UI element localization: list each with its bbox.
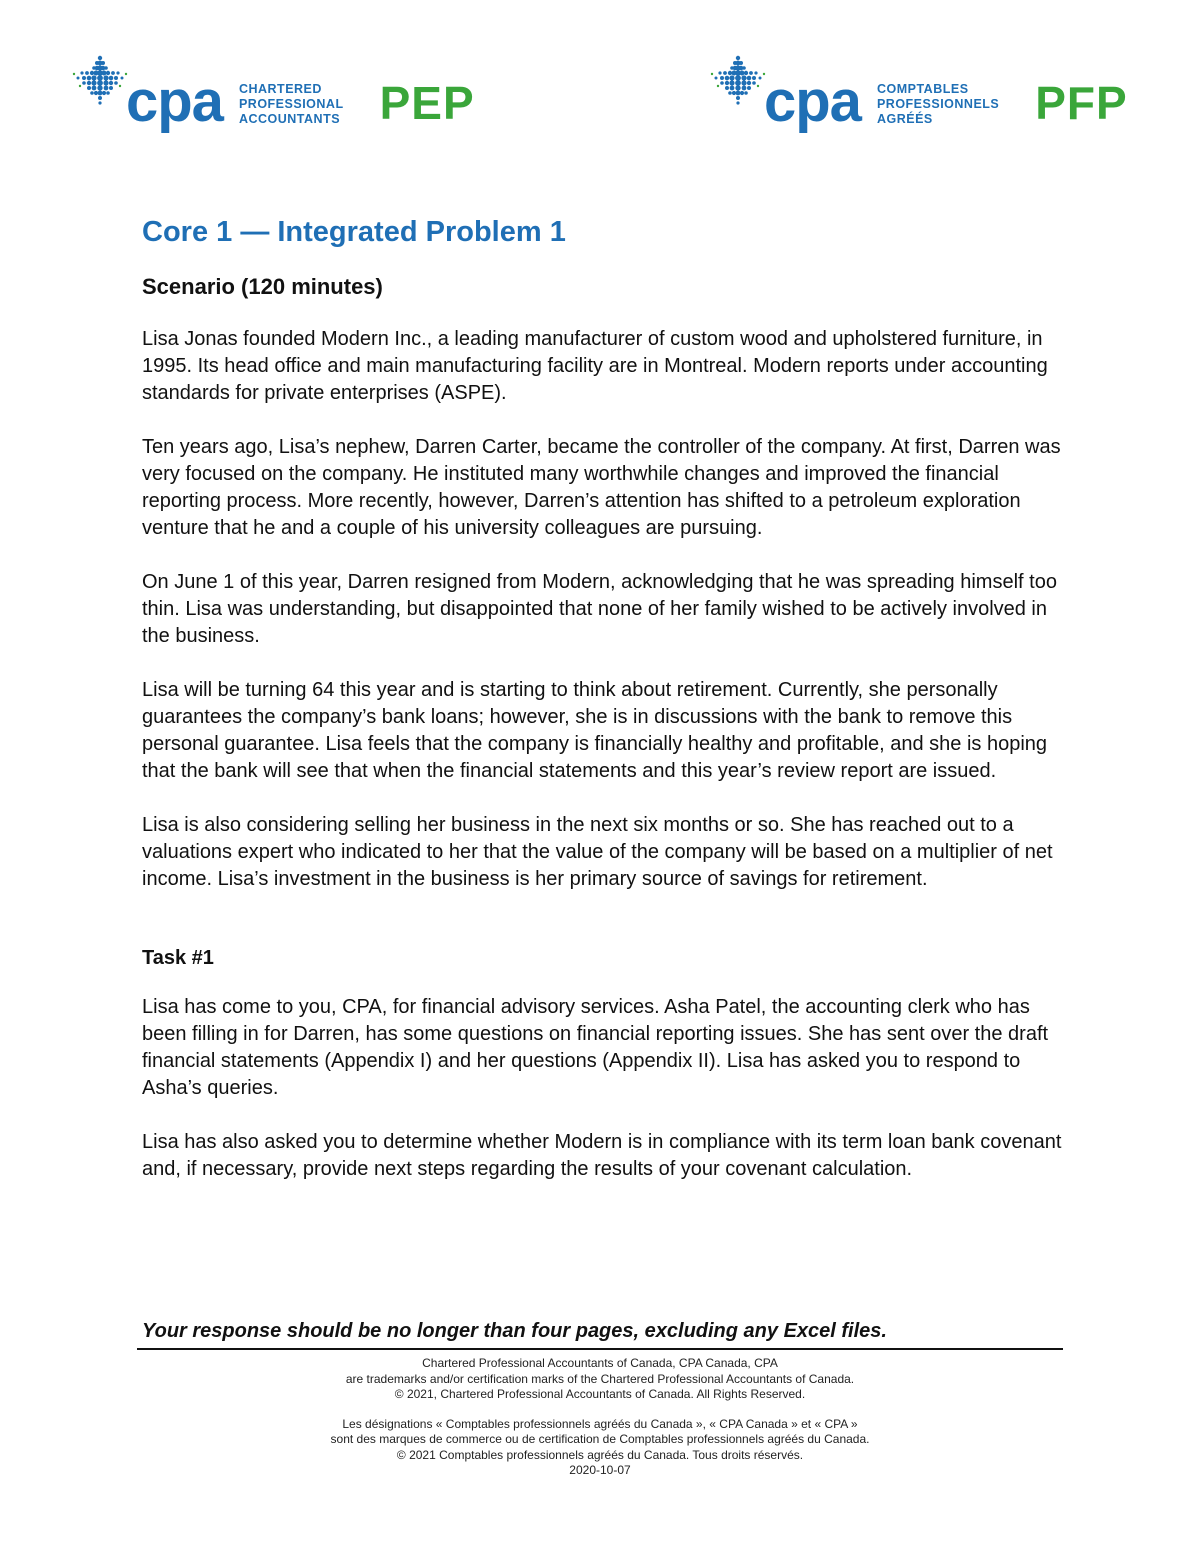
footer-line: Les désignations « Comptables professionnels agréés du Canada », « CPA Canada » et « CPA » <box>342 1416 858 1431</box>
cpa-wordmark: cpa <box>764 69 861 134</box>
paragraph: Lisa has also asked you to determine whether Modern is in compliance with its term loan bank covenant and, if necessary, provide next steps regarding the results of your covenant calculation. <box>142 1131 1062 1180</box>
footer-divider <box>137 1348 1063 1350</box>
footer-line: sont des marques de commerce ou de certification de Comptables professionnels agréés du Canada. <box>330 1432 870 1446</box>
page-title: Core 1 — Integrated Problem 1 <box>142 216 566 248</box>
paragraph: Lisa is also considering selling her business in the next six months or so. She has reached out to a valuations expert who indicated to her that the value of the company will be based on a multiplier of net income. Lisa’s investment in the business is her primary source of savings for retirement. <box>142 814 1053 890</box>
program-label: PFP <box>1035 77 1128 129</box>
paragraph: Lisa has come to you, CPA, for financial advisory services. Asha Patel, the accounting clerk who has been filling in for Darren, has some questions on financial reporting issues. She has sent over the draft financial statements (Appendix I) and her questions (Appendix II). Lisa has asked you to respond to Asha’s queries. <box>142 996 1049 1099</box>
maple-leaf-dots-icon <box>70 52 130 122</box>
scenario-heading: Scenario (120 minutes) <box>142 274 383 299</box>
footer-line: Chartered Professional Accountants of Canada, CPA Canada, CPA <box>422 1356 778 1370</box>
logo-subtitle: CHARTERED PROFESSIONAL ACCOUNTANTS <box>238 81 344 126</box>
paragraph: On June 1 of this year, Darren resigned from Modern, acknowledging that he was spreading himself too thin. Lisa was understanding, but disappointed that none of her family wished to be actively involved in the business. <box>142 571 1057 647</box>
paragraph: Ten years ago, Lisa’s nephew, Darren Carter, became the controller of the company. At first, Darren was very focused on the company. He instituted many worthwhile changes and improved the financial reporting process. More recently, however, Darren’s attention has shifted to a petroleum exploration venture that he and a couple of his university colleagues are pursuing. <box>142 436 1061 539</box>
document-body <box>142 210 1062 1183</box>
paragraph: Lisa Jonas founded Modern Inc., a leading manufacturer of custom wood and upholstered furniture, in 1995. Its head office and main manufacturing facility are in Montreal. Modern reports under accounting standards for private enterprises (ASPE). <box>142 328 1048 404</box>
footer <box>137 1356 1063 1479</box>
response-length-instruction: Your response should be no longer than four pages, excluding any Excel files. <box>142 1320 887 1342</box>
maple-leaf-dots-icon <box>708 52 768 122</box>
cpa-logo-french <box>708 52 1128 142</box>
program-label: PEP <box>379 77 475 129</box>
footer-date: 2020-10-07 <box>569 1463 631 1477</box>
cpa-logo-english <box>70 52 475 142</box>
cpa-wordmark: cpa <box>126 69 223 134</box>
footer-line: © 2021, Chartered Professional Accountants of Canada. All Rights Reserved. <box>394 1387 806 1401</box>
logo-subtitle: COMPTABLES PROFESSIONNELS AGRÉÉS <box>876 81 1000 126</box>
paragraph: Lisa will be turning 64 this year and is starting to think about retirement. Currently, she personally guarantees the company’s bank loans; however, she is in discussions with the bank to remove this personal guarantee. Lisa feels that the company is financially healthy and profitable, and she is hoping that the bank will see that when the financial statements and this year’s review report are issued. <box>142 679 1048 782</box>
task-heading: Task #1 <box>142 947 214 969</box>
footer-line: © 2021 Comptables professionnels agréés du Canada. Tous droits réservés. <box>396 1447 804 1462</box>
footer-line: are trademarks and/or certification marks of the Chartered Professional Accountants of Canada. <box>345 1371 855 1386</box>
